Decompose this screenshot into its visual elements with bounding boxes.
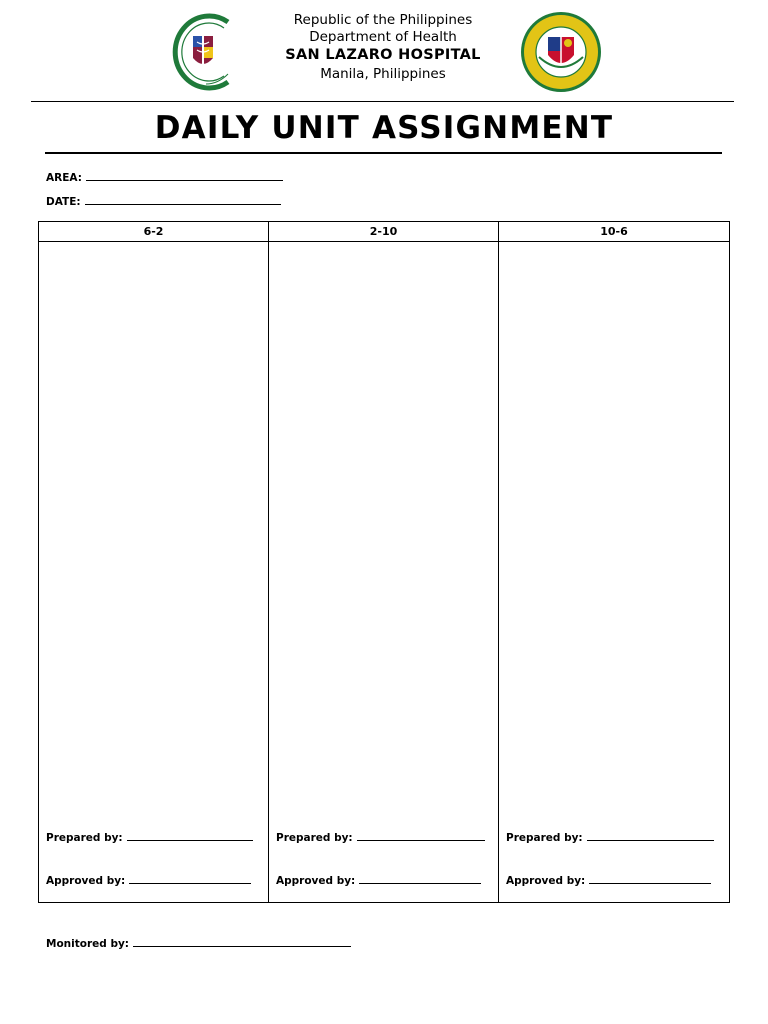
approved-by-blank[interactable]: [589, 873, 711, 884]
approved-by-blank[interactable]: [129, 873, 251, 884]
area-field: [46, 170, 283, 185]
column-divider: [498, 222, 499, 902]
approved-by-field: [506, 873, 711, 888]
approved-by-label: Approved by:: [276, 875, 356, 887]
approved-by-label: Approved by:: [506, 875, 586, 887]
column-header-6-2: 6-2: [143, 225, 164, 238]
header-hospital-name: SAN LAZARO HOSPITAL: [285, 47, 481, 63]
page-title: DAILY UNIT ASSIGNMENT: [154, 110, 614, 146]
prepared-by-blank[interactable]: [587, 830, 714, 841]
title-underline: [45, 152, 722, 154]
date-field: [46, 194, 281, 209]
prepared-by-field: [276, 830, 485, 845]
prepared-by-label: Prepared by:: [46, 832, 123, 844]
column-divider: [268, 222, 269, 902]
approved-by-label: Approved by:: [46, 875, 126, 887]
header-department: Department of Health: [309, 29, 457, 45]
prepared-by-blank[interactable]: [357, 830, 485, 841]
monitored-by-label: Monitored by:: [46, 938, 130, 950]
prepared-by-field: [506, 830, 714, 845]
header-republic: Republic of the Philippines: [293, 12, 473, 28]
prepared-by-blank[interactable]: [127, 830, 253, 841]
area-label: AREA:: [46, 172, 82, 184]
header-row-divider: [39, 241, 729, 242]
prepared-by-label: Prepared by:: [276, 832, 353, 844]
header-location: Manila, Philippines: [320, 66, 446, 82]
approved-by-blank[interactable]: [359, 873, 481, 884]
approved-by-field: [276, 873, 481, 888]
department-of-health-seal-icon: [518, 11, 604, 93]
header-divider: [31, 101, 734, 102]
prepared-by-label: Prepared by:: [506, 832, 583, 844]
assignment-table: [38, 221, 730, 903]
approved-by-field: [46, 873, 251, 888]
monitored-by-blank[interactable]: [133, 936, 351, 947]
column-header-10-6: 10-6: [600, 225, 628, 238]
prepared-by-field: [46, 830, 253, 845]
monitored-by-field: [46, 936, 351, 951]
column-header-2-10: 2-10: [369, 225, 398, 238]
date-label: DATE:: [46, 196, 81, 208]
date-blank[interactable]: [85, 194, 281, 205]
area-blank[interactable]: [86, 170, 283, 181]
